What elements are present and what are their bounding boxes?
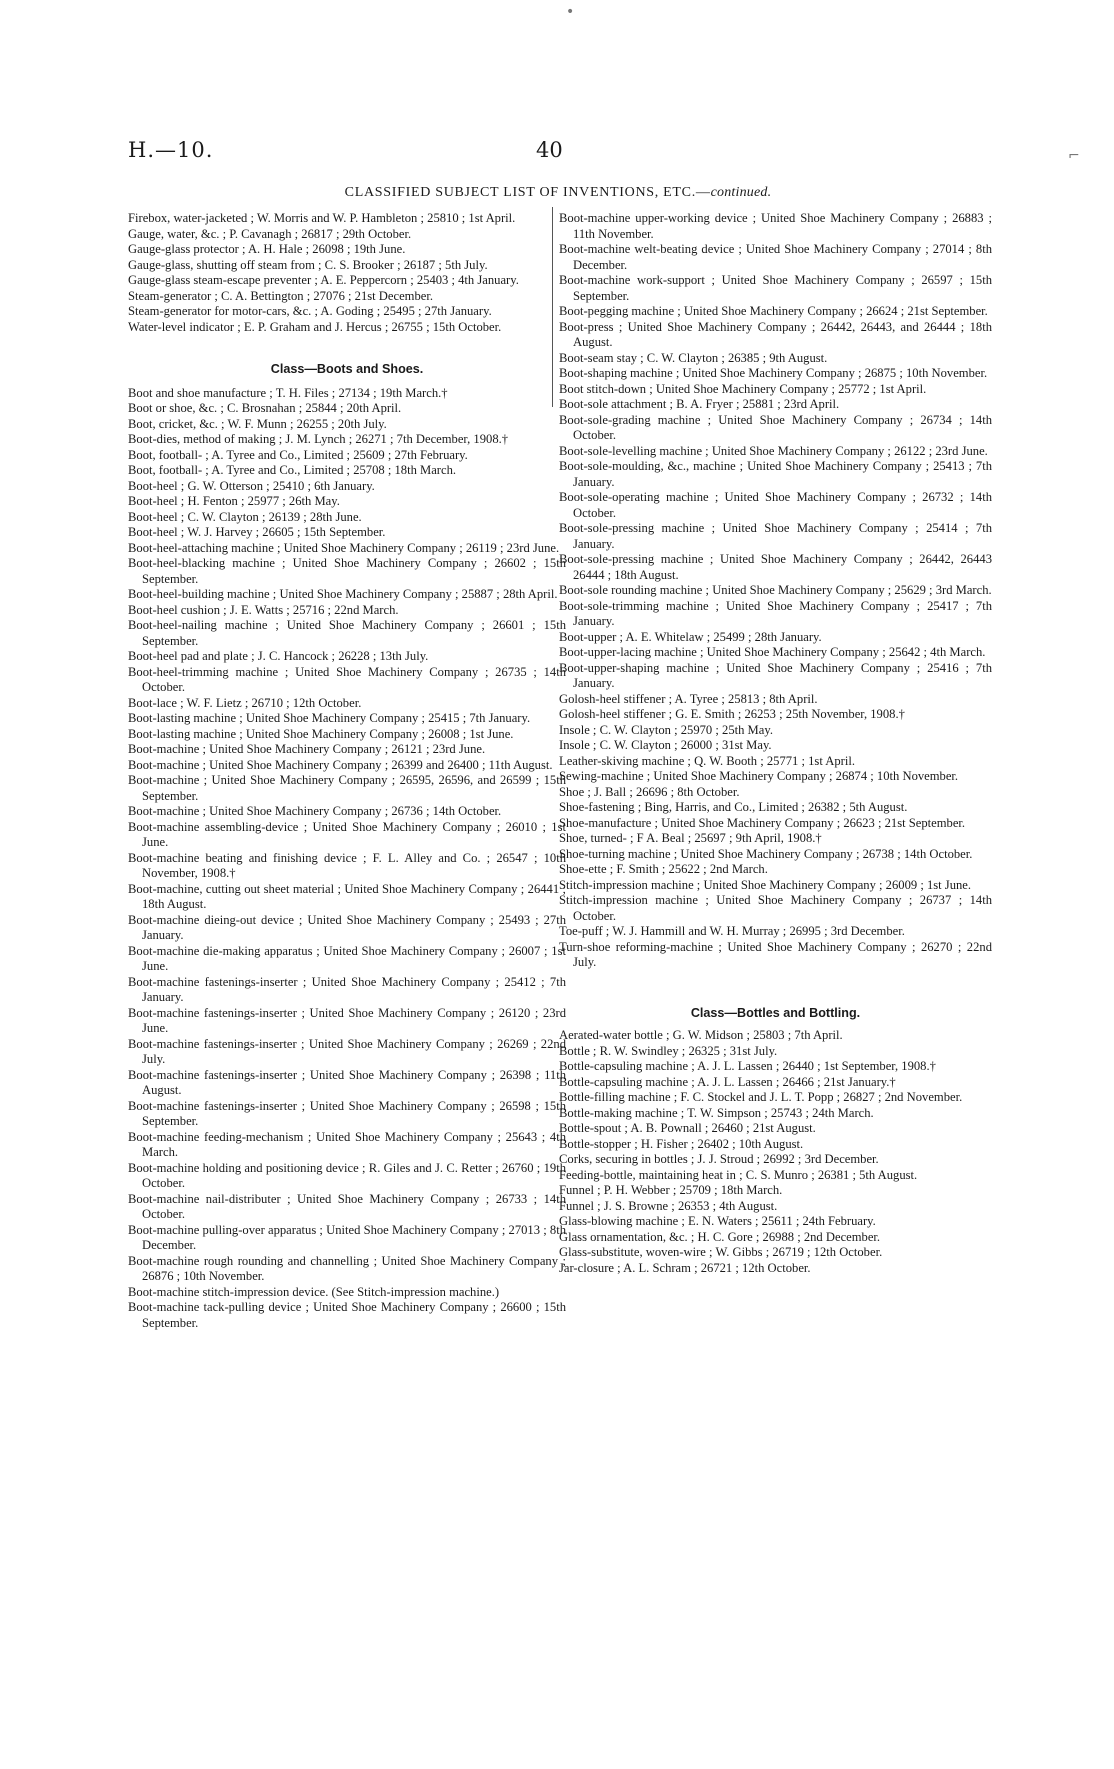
list-entry: Boot-sole-moulding, &c., machine ; United Shoe Machinery Company ; 25413 ; 7th January.	[559, 459, 992, 489]
list-entry: Boot-machine ; United Shoe Machinery Company ; 26399 and 26400 ; 11th August.	[128, 757, 553, 772]
document-reference: H.—10.	[128, 138, 214, 162]
list-entry: Boot-heel-trimming machine ; United Shoe Machinery Company ; 26735 ; 14th October.	[128, 664, 566, 694]
list-entry: Glass ornamentation, &c. ; H. C. Gore ; 26988 ; 2nd December.	[559, 1229, 881, 1244]
list-entry: Boot-machine stitch-impression device. (See Stitch-impression machine.)	[128, 1284, 500, 1299]
list-entry: Boot-heel-nailing machine ; United Shoe Machinery Company ; 26601 ; 15th September.	[128, 618, 566, 648]
list-entry: Shoe ; J. Ball ; 26696 ; 8th October.	[559, 784, 740, 799]
list-entry: Bottle-filling machine ; F. C. Stockel and J. L. T. Popp ; 26827 ; 2nd November.	[559, 1090, 963, 1104]
list-entry: Jar-closure ; A. L. Schram ; 26721 ; 12th October.	[559, 1260, 811, 1275]
list-entry: Boot-dies, method of making ; J. M. Lynch ; 26271 ; 7th December, 1908.†	[128, 432, 509, 446]
list-entry: Gauge-glass, shutting off steam from ; C. S. Brooker ; 26187 ; 5th July.	[128, 257, 488, 272]
list-entry: Boot, football- ; A. Tyree and Co., Limited ; 25609 ; 27th February.	[128, 447, 468, 462]
list-entry: Boot-lace ; W. F. Lietz ; 26710 ; 12th October.	[128, 695, 362, 710]
list-entry: Boot-machine fastenings-inserter ; United Shoe Machinery Company ; 26120 ; 23rd June.	[128, 1005, 566, 1035]
list-entry: Shoe-fastening ; Bing, Harris, and Co., Limited ; 26382 ; 5th August.	[559, 800, 908, 814]
list-entry: Steam-generator ; C. A. Bettington ; 27076 ; 21st December.	[128, 288, 433, 303]
right-entries-after	[559, 1028, 992, 1276]
list-entry: Water-level indicator ; E. P. Graham and J. Hercus ; 26755 ; 15th October.	[128, 319, 502, 334]
list-entry: Boot-sole-grading machine ; United Shoe Machinery Company ; 26734 ; 14th October.	[559, 412, 992, 442]
list-entry: Turn-shoe reforming-machine ; United Shoe Machinery Company ; 26270 ; 22nd July.	[559, 939, 992, 969]
list-entry: Bottle-capsuling machine ; A. J. L. Lassen ; 26466 ; 21st January.†	[559, 1074, 896, 1089]
list-entry: Stitch-impression machine ; United Shoe Machinery Company ; 26009 ; 1st June.	[559, 877, 972, 892]
list-entry: Steam-generator for motor-cars, &c. ; A. Goding ; 25495 ; 27th January.	[128, 304, 492, 318]
list-entry: Glass-blowing machine ; E. N. Waters ; 25611 ; 24th February.	[559, 1214, 876, 1228]
list-entry: Boot-machine ; United Shoe Machinery Company ; 26595, 26596, and 26599 ; 15th September.	[128, 773, 566, 803]
list-entry: Corks, securing in bottles ; J. J. Stroud ; 26992 ; 3rd December.	[559, 1152, 879, 1166]
page-title	[128, 185, 988, 201]
list-entry: Boot and shoe manufacture ; T. H. Files ; 27134 ; 19th March.†	[128, 385, 448, 400]
list-entry: Boot-machine dieing-out device ; United Shoe Machinery Company ; 25493 ; 27th January.	[128, 912, 566, 942]
list-entry: Gauge-glass protector ; A. H. Hale ; 26098 ; 19th June.	[128, 242, 406, 256]
list-entry: Gauge, water, &c. ; P. Cavanagh ; 26817 ; 29th October.	[128, 226, 412, 241]
list-entry: Boot-machine fastenings-inserter ; United Shoe Machinery Company ; 25412 ; 7th January.	[128, 974, 566, 1004]
list-entry: Shoe-turning machine ; United Shoe Machinery Company ; 26738 ; 14th October.	[559, 846, 973, 861]
list-entry: Shoe-ette ; F. Smith ; 25622 ; 2nd March.	[559, 862, 768, 876]
list-entry: Boot-machine nail-distributer ; United Shoe Machinery Company ; 26733 ; 14th October.	[128, 1191, 566, 1221]
list-entry: Boot-heel pad and plate ; J. C. Hancock ; 26228 ; 13th July.	[128, 649, 429, 663]
list-entry: Boot-upper-shaping machine ; United Shoe Machinery Company ; 25416 ; 7th January.	[559, 660, 992, 690]
list-entry: Boot-machine die-making apparatus ; United Shoe Machinery Company ; 26007 ; 1st June.	[128, 943, 566, 973]
list-entry: Boot-machine fastenings-inserter ; United Shoe Machinery Company ; 26598 ; 15th September.	[128, 1098, 566, 1128]
list-entry: Gauge-glass steam-escape preventer ; A. E. Peppercorn ; 25403 ; 4th January.	[128, 273, 519, 287]
list-entry: Boot-machine beating and finishing device ; F. L. Alley and Co. ; 26547 ; 10th November, 1908.†	[128, 850, 566, 880]
list-entry: Boot-machine ; United Shoe Machinery Company ; 26736 ; 14th October.	[128, 804, 502, 818]
list-entry: Boot-lasting machine ; United Shoe Machinery Company ; 25415 ; 7th January.	[128, 711, 531, 725]
list-entry: Shoe-manufacture ; United Shoe Machinery Company ; 26623 ; 21st September.	[559, 815, 966, 830]
list-entry: Boot-heel ; G. W. Otterson ; 25410 ; 6th January.	[128, 478, 375, 493]
list-entry: Boot-heel ; W. J. Harvey ; 26605 ; 15th September.	[128, 525, 386, 539]
list-entry: Boot-shaping machine ; United Shoe Machinery Company ; 26875 ; 10th November.	[559, 366, 988, 380]
list-entry: Feeding-bottle, maintaining heat in ; C. S. Munro ; 26381 ; 5th August.	[559, 1167, 918, 1182]
left-entries-before	[128, 211, 566, 335]
list-entry: Boot-sole-pressing machine ; United Shoe Machinery Company ; 26442, 26443 26444 ; 18th August.	[559, 552, 992, 582]
list-entry: Boot-sole-operating machine ; United Shoe Machinery Company ; 26732 ; 14th October.	[559, 490, 992, 520]
list-entry: Boot-machine holding and positioning device ; R. Giles and J. C. Retter ; 26760 ; 19th October.	[128, 1160, 566, 1190]
list-entry: Boot-machine fastenings-inserter ; United Shoe Machinery Company ; 26269 ; 22nd July.	[128, 1036, 566, 1066]
list-entry: Boot-sole rounding machine ; United Shoe Machinery Company ; 25629 ; 3rd March.	[559, 583, 992, 597]
list-entry: Boot-heel-blacking machine ; United Shoe Machinery Company ; 26602 ; 15th September.	[128, 556, 566, 586]
list-entry: Boot-machine fastenings-inserter ; United Shoe Machinery Company ; 26398 ; 11th August.	[128, 1067, 566, 1097]
list-entry: Boot-machine tack-pulling device ; United Shoe Machinery Company ; 26600 ; 15th September.	[128, 1300, 566, 1330]
list-entry: Boot stitch-down ; United Shoe Machinery Company ; 25772 ; 1st April.	[559, 381, 927, 396]
list-entry: Stitch-impression machine ; United Shoe Machinery Company ; 26737 ; 14th October.	[559, 893, 992, 923]
list-entry: Boot-machine work-support ; United Shoe Machinery Company ; 26597 ; 15th September.	[559, 273, 992, 303]
list-entry: Boot-machine upper-working device ; United Shoe Machinery Company ; 26883 ; 11th November.	[559, 211, 992, 241]
list-entry: Glass-substitute, woven-wire ; W. Gibbs ; 26719 ; 12th October.	[559, 1245, 883, 1259]
list-entry: Boot-sole-levelling machine ; United Shoe Machinery Company ; 26122 ; 23rd June.	[559, 443, 988, 458]
list-entry: Golosh-heel stiffener ; A. Tyree ; 25813 ; 8th April.	[559, 691, 818, 706]
list-entry: Boot-machine feeding-mechanism ; United Shoe Machinery Company ; 25643 ; 4th March.	[128, 1129, 566, 1159]
list-entry: Boot-seam stay ; C. W. Clayton ; 26385 ; 9th August.	[559, 350, 828, 365]
list-entry: Boot-upper ; A. E. Whitelaw ; 25499 ; 28th January.	[559, 629, 822, 644]
class-heading-boots-and-shoes: Class—Boots and Shoes.	[270, 362, 424, 376]
right-column	[559, 211, 992, 1276]
list-entry: Funnel ; J. S. Browne ; 26353 ; 4th August.	[559, 1198, 778, 1213]
list-entry: Boot-sole-pressing machine ; United Shoe Machinery Company ; 25414 ; 7th January.	[559, 521, 992, 551]
page-title-main: CLASSIFIED SUBJECT LIST OF INVENTIONS, ETC.—	[344, 185, 711, 200]
list-entry: Funnel ; P. H. Webber ; 25709 ; 18th March.	[559, 1183, 783, 1197]
left-entries-after	[128, 386, 566, 1332]
list-entry: Bottle-stopper ; H. Fisher ; 26402 ; 10th August.	[559, 1136, 804, 1151]
list-entry: Boot, football- ; A. Tyree and Co., Limited ; 25708 ; 18th March.	[128, 463, 457, 477]
list-entry: Boot-lasting machine ; United Shoe Machinery Company ; 26008 ; 1st June.	[128, 726, 514, 741]
list-entry: Boot-heel-attaching machine ; United Shoe Machinery Company ; 26119 ; 23rd June.	[128, 540, 560, 555]
list-entry: Bottle-making machine ; T. W. Simpson ; 25743 ; 24th March.	[559, 1105, 874, 1120]
list-entry: Boot-heel ; H. Fenton ; 25977 ; 26th May.	[128, 494, 340, 508]
list-entry: Toe-puff ; W. J. Hammill and W. H. Murray ; 26995 ; 3rd December.	[559, 924, 905, 938]
list-entry: Boot-machine rough rounding and channelling ; United Shoe Machinery Company ; 26876 ; 10th November.	[128, 1253, 566, 1283]
list-entry: Boot-machine pulling-over apparatus ; United Shoe Machinery Company ; 27013 ; 8th December.	[128, 1222, 566, 1252]
list-entry: Boot-press ; United Shoe Machinery Company ; 26442, 26443, and 26444 ; 18th August.	[559, 319, 992, 349]
list-entry: Bottle-spout ; A. B. Pownall ; 26460 ; 21st August.	[559, 1121, 816, 1135]
list-entry: Boot-machine ; United Shoe Machinery Company ; 26121 ; 23rd June.	[128, 742, 486, 756]
list-entry: Boot or shoe, &c. ; C. Brosnahan ; 25844 ; 20th April.	[128, 401, 402, 415]
list-entry: Leather-skiving machine ; Q. W. Booth ; 25771 ; 1st April.	[559, 753, 856, 768]
list-entry: Firebox, water-jacketed ; W. Morris and W. P. Hambleton ; 25810 ; 1st April.	[128, 211, 516, 225]
list-entry: Boot-heel cushion ; J. E. Watts ; 25716 ; 22nd March.	[128, 602, 399, 617]
list-entry: Aerated-water bottle ; G. W. Midson ; 25803 ; 7th April.	[559, 1028, 843, 1042]
page-title-suffix: continued.	[710, 185, 772, 200]
left-column	[128, 211, 566, 1331]
list-entry: Boot-heel ; C. W. Clayton ; 26139 ; 28th June.	[128, 509, 362, 524]
scan-mark-right: ⌐	[1068, 148, 1080, 164]
scan-dot: •	[566, 4, 575, 20]
list-entry: Boot, cricket, &c. ; W. F. Munn ; 26255 ; 20th July.	[128, 416, 387, 431]
list-entry: Insole ; C. W. Clayton ; 25970 ; 25th May.	[559, 722, 773, 737]
list-entry: Boot-pegging machine ; United Shoe Machinery Company ; 26624 ; 21st September.	[559, 304, 988, 318]
list-entry: Boot-sole-trimming machine ; United Shoe Machinery Company ; 25417 ; 7th January.	[559, 598, 992, 628]
list-entry: Boot-machine, cutting out sheet material ; United Shoe Machinery Company ; 26441 ; 18th August.	[128, 881, 566, 911]
class-heading-bottles-and-bottling: Class—Bottles and Bottling.	[690, 1005, 861, 1020]
list-entry: Golosh-heel stiffener ; G. E. Smith ; 26253 ; 25th November, 1908.†	[559, 707, 905, 721]
right-entries-before	[559, 211, 992, 971]
page-number: 40	[536, 138, 563, 162]
list-entry: Shoe, turned- ; F A. Beal ; 25697 ; 9th April, 1908.†	[559, 831, 822, 845]
list-entry: Boot-machine welt-beating device ; United Shoe Machinery Company ; 27014 ; 8th December.	[559, 242, 992, 272]
list-entry: Boot-sole attachment ; B. A. Fryer ; 25881 ; 23rd April.	[559, 397, 840, 411]
list-entry: Insole ; C. W. Clayton ; 26000 ; 31st May.	[559, 738, 772, 752]
page-header	[128, 138, 988, 168]
list-entry: Sewing-machine ; United Shoe Machinery Company ; 26874 ; 10th November.	[559, 769, 959, 783]
list-entry: Boot-heel-building machine ; United Shoe Machinery Company ; 25887 ; 28th April.	[128, 587, 558, 601]
list-entry: Bottle-capsuling machine ; A. J. L. Lassen ; 26440 ; 1st September, 1908.†	[559, 1059, 936, 1073]
list-entry: Boot-upper-lacing machine ; United Shoe Machinery Company ; 25642 ; 4th March.	[559, 645, 986, 659]
list-entry: Boot-machine assembling-device ; United Shoe Machinery Company ; 26010 ; 1st June.	[128, 819, 566, 849]
list-entry: Bottle ; R. W. Swindley ; 26325 ; 31st July.	[559, 1043, 778, 1058]
